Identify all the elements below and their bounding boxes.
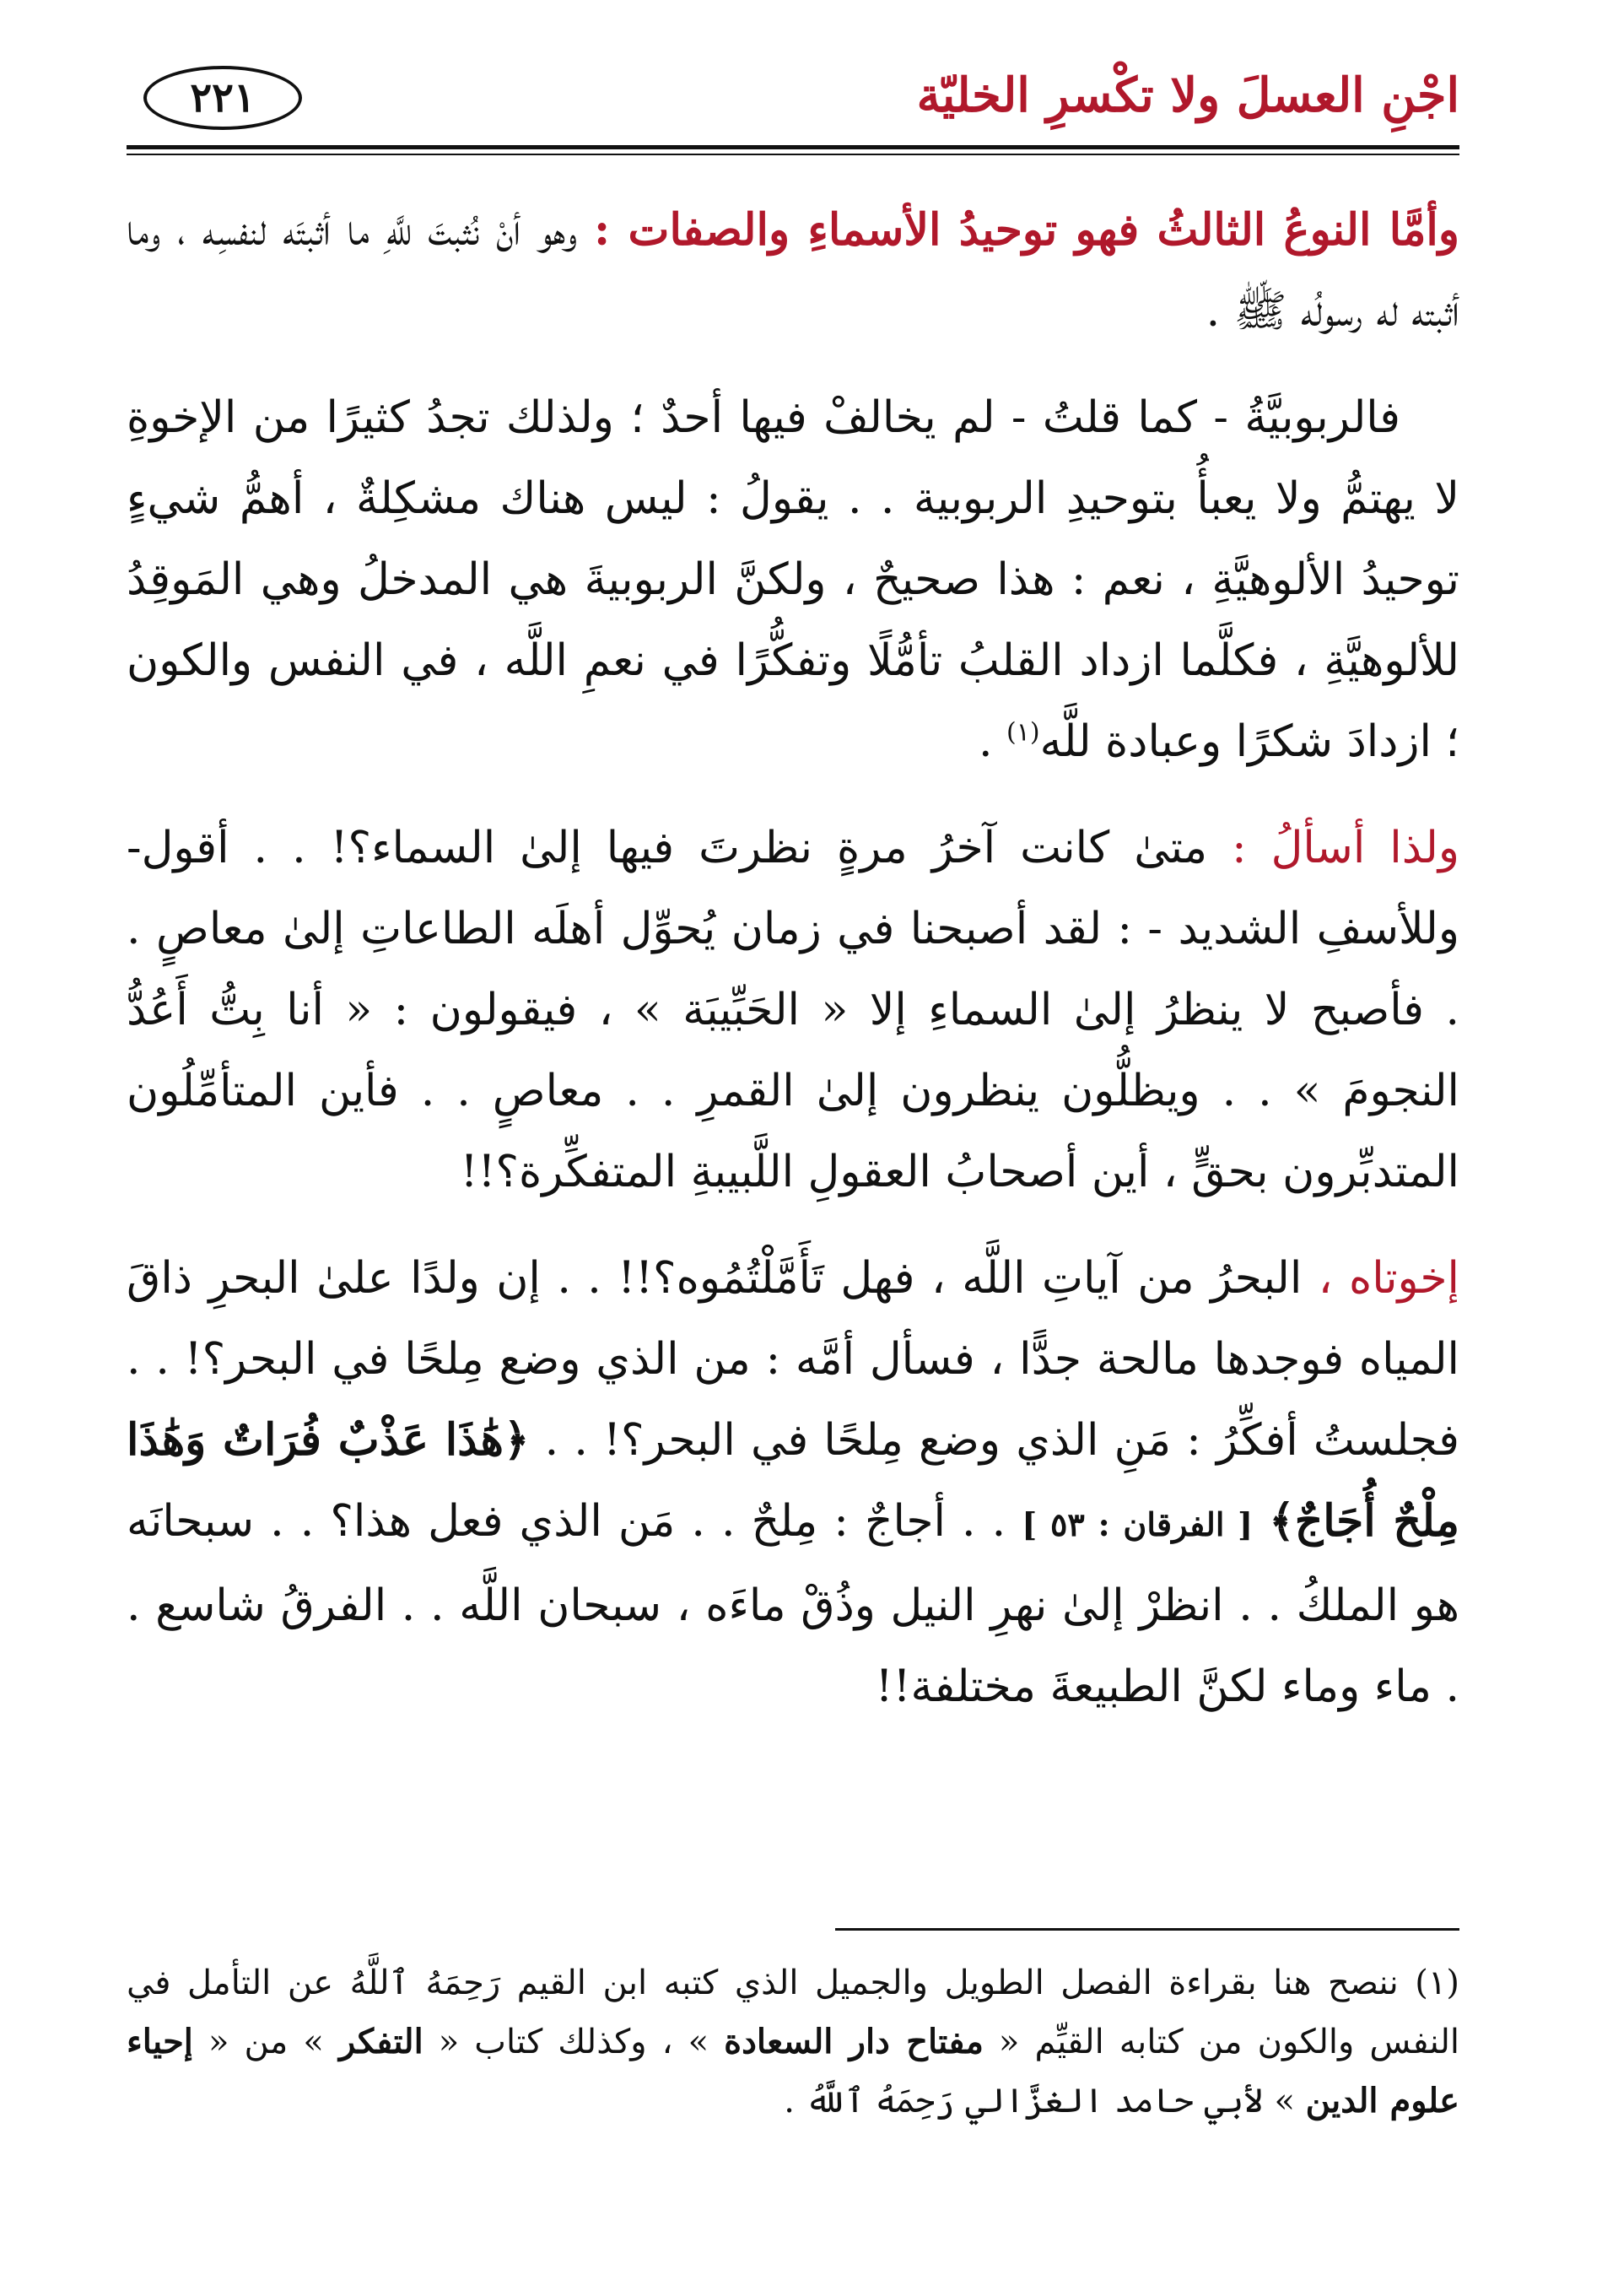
- book-title: مفتاح دار السعادة: [724, 2022, 984, 2061]
- footnote-separator: [835, 1928, 1459, 1931]
- paragraph-rububiyya: [127, 377, 1459, 782]
- quran-reference: [ الفرقان : ٥٣ ]: [1022, 1505, 1254, 1543]
- header-rule-thin: [127, 154, 1459, 155]
- paragraph-text: متىٰ كانت آخرُ مرةٍ نظرتَ فيها إلىٰ السماء؟! . . أقول- وللأسفِ الشديد - : لقد أصبحنا في زمان يُحوِّل أهلَه الطاعاتِ إلىٰ معاصٍ . . فأصبح لا ينظرُ إلىٰ السماءِ إلا « الحَبِّيبَة » ، فيقولون : « أنا بِتُّ أَعُدُّ النجومَ » . . ويظلُّون ينظرون إلىٰ القمرِ . . معاصٍ . . فأين المتأمِّلُون المتدبِّرون بحقٍّ ، أين أصحابُ العقولِ اللَّبيبةِ المتفكِّرة؟!!: [127, 823, 1459, 1197]
- footnote-text: ننصح هنا بقراءة الفصل الطويل والجميل الذي كتبه ابن القيم رَحِمَهُ ٱللَّهُ عن التأمل في النفس والكون من كتابه القيِّم «: [127, 1964, 1460, 2061]
- paragraph-text: وهو أنْ نُثبتَ للَّهِ ما أثبتَه لنفسِه ، وما أثبته له رسولُه ﷺ .: [127, 205, 1459, 337]
- paragraph-heading: وأمَّا النوعُ الثالثُ فهو توحيدُ الأسماءِ والصفات :: [593, 204, 1459, 256]
- footnotes: [127, 1953, 1459, 2131]
- main-text: [127, 190, 1459, 1753]
- paragraph-text: فالربوبيَّةُ - كما قلتُ - لم يخالفْ فيها أحدٌ ؛ ولذلك تجدُ كثيرًا من الإخوةِ لا يهتمُّ ولا يعبأُ بتوحيدِ الربوبية . . يقولُ : ليس هناك مشكِلةٌ ، أهمُّ شيءٍ توحيدُ الألوهيَّةِ ، نعم : هذا صحيحٌ ، ولكنَّ الربوبيةَ هي المدخلُ وهي المَوقِدُ للألوهيَّةِ ، فكلَّما ازداد القلبُ تأمُّلًا وتفكُّرًا في نعمِ اللَّه ، في النفس والكون ؛ ازدادَ شكرًا وعبادة للَّه: [127, 392, 1459, 767]
- footnote-text: » من «: [192, 2023, 339, 2061]
- quran-verse: ﴿هَٰذَا عَذْبٌ فُرَاتٌ وَهَٰذَا مِلْحٌ أُجَاجٌ﴾: [127, 1414, 1460, 1547]
- book-page: [127, 51, 1459, 2245]
- paragraph-text-end: .: [978, 716, 1007, 767]
- paragraph-heading: ولذا أسألُ :: [1232, 823, 1459, 873]
- footnote-text: » لأبي حامد الغزَّالي رَحِمَهُ ٱللَّهُ .: [784, 2082, 1306, 2120]
- paragraph-sea: [127, 1238, 1459, 1727]
- page-header: [127, 59, 1459, 152]
- running-title: اجْنِ العسلَ ولا تكْسرِ الخليّة: [916, 68, 1459, 123]
- footnote-1: [127, 1953, 1459, 2131]
- paragraph-question: [127, 808, 1459, 1213]
- footnote-marker: (١): [1415, 1964, 1459, 2002]
- book-title: التفكر: [338, 2022, 423, 2061]
- footnote-text: » ، وكذلك كتاب «: [423, 2023, 725, 2061]
- footnote-marker[interactable]: (١): [1006, 717, 1040, 748]
- paragraph-third-type: [127, 190, 1459, 352]
- paragraph-heading: إخوتاه ،: [1318, 1253, 1460, 1304]
- page-number: ٢٢١: [143, 66, 302, 130]
- paragraph-text-end: . . أجاجٌ : مِلحٌ . . مَن الذي فعل هذا؟ . . سبحانَه هو الملكُ . . انظرْ إلىٰ نهرِ النيل وذُقْ ماءَه ، سبحان اللَّه . . الفرقُ شاسع . . ماء وماء لكنَّ الطبيعةَ مختلفة!!: [127, 1496, 1459, 1712]
- paragraph-text: البحرُ من آياتِ اللَّه ، فهل تَأَمَّلْتُمُوه؟!! . . إن ولدًا علىٰ البحرِ ذاقَ المياه فوجدها مالحة جدًّا ، فسأل أمَّه : من الذي وضع مِلحًا في البحر؟! . . فجلستُ أفكِّرُ : مَنِ الذي وضع مِلحًا في البحر؟! . .: [127, 1253, 1459, 1466]
- header-rule-thick: [127, 145, 1459, 149]
- book-title: إحياء علوم الدين: [127, 2022, 1459, 2120]
